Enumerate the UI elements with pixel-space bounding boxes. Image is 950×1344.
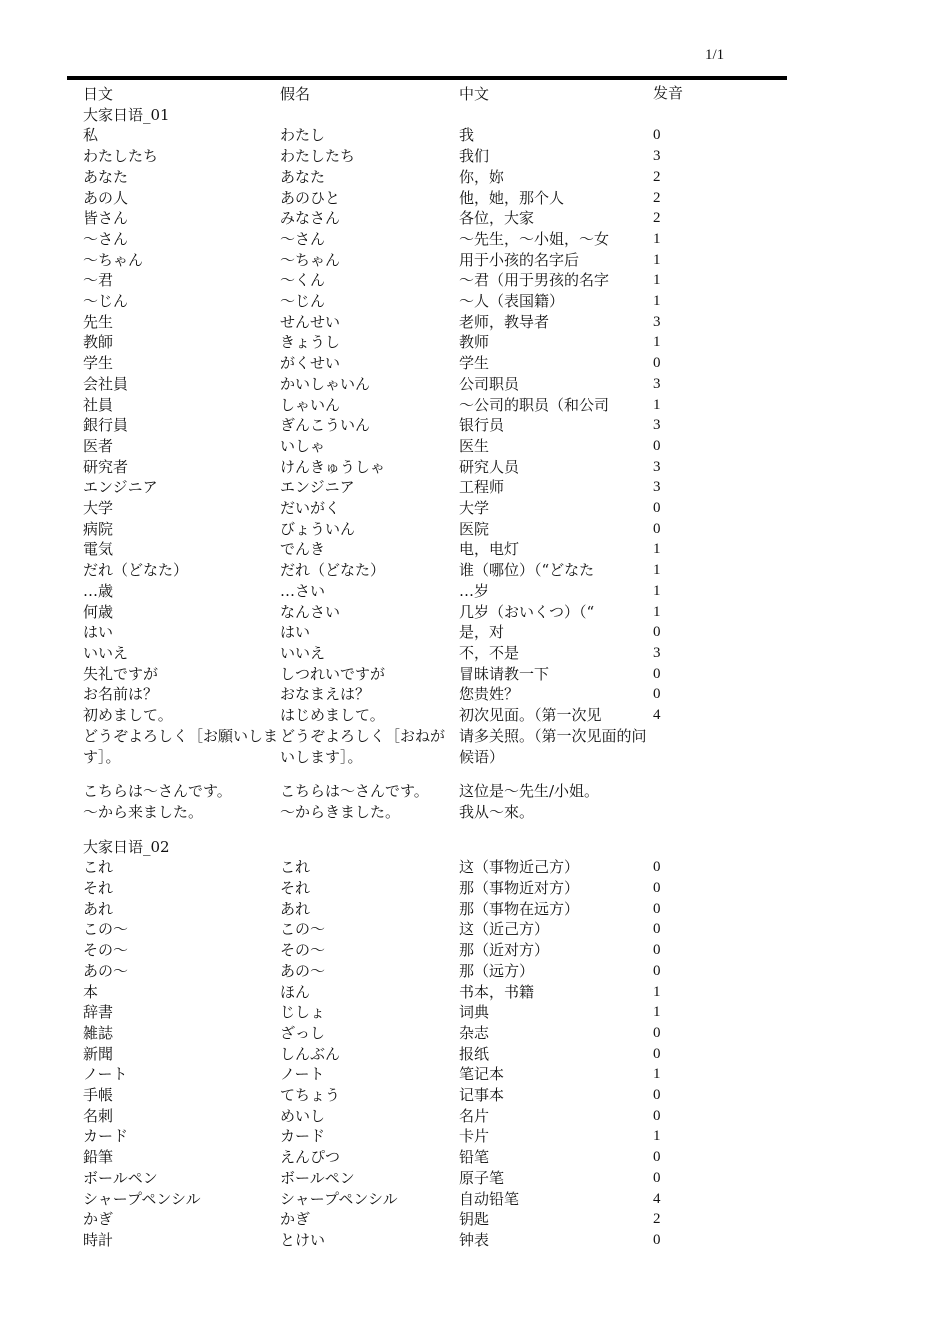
cell-pronunciation: 1	[653, 1004, 661, 1021]
cell-pronunciation: 0	[653, 355, 661, 372]
cell-chinese: 杂志	[459, 1023, 490, 1042]
cell-chinese: 铅笔	[459, 1148, 490, 1167]
cell-kana: だれ（どなた）	[280, 561, 386, 580]
cell-japanese: だれ（どなた）	[83, 561, 189, 580]
table-row	[83, 802, 703, 823]
cell-japanese: それ	[83, 879, 114, 898]
cell-pronunciation: 1	[653, 1128, 661, 1145]
cell-kana: ～からきました。	[280, 802, 401, 821]
section-title-row	[83, 105, 703, 126]
cell-kana: あのひと	[280, 188, 341, 207]
table-row	[83, 1044, 703, 1065]
cell-chinese: 书本，书籍	[459, 982, 535, 1001]
cell-chinese: ～公司的职员（和公司	[459, 395, 610, 414]
table-row	[83, 1064, 703, 1085]
cell-kana: きょうし	[280, 333, 341, 352]
cell-chinese: 学生	[459, 354, 490, 373]
cell-chinese: 研究人员	[459, 457, 520, 476]
cell-japanese: 初めまして。	[83, 706, 173, 725]
cell-pronunciation: 0	[653, 437, 661, 454]
cell-chinese: 银行员	[459, 416, 505, 435]
cell-pronunciation: 1	[653, 1066, 661, 1083]
table-row	[83, 519, 703, 540]
cell-japanese: あなた	[83, 167, 129, 186]
table-row	[83, 664, 703, 685]
cell-chinese: ～人（表国籍）	[459, 292, 565, 311]
table-row	[83, 415, 703, 436]
header-japanese: 日文	[83, 85, 114, 103]
cell-chinese: 几岁（おいくつ）（“	[459, 602, 595, 621]
cell-chinese: 钥匙	[459, 1210, 490, 1229]
cell-kana: だいがく	[280, 499, 341, 518]
cell-japanese: …歳	[83, 581, 114, 600]
table-row	[83, 1023, 703, 1044]
cell-kana: わたしたち	[280, 147, 356, 166]
cell-kana: かいしゃいん	[280, 374, 371, 393]
cell-kana: あなた	[280, 167, 326, 186]
cell-japanese: 何歳	[83, 602, 114, 621]
cell-pronunciation: 2	[653, 189, 661, 206]
section-title-row	[83, 837, 703, 858]
cell-japanese: ～じん	[83, 292, 129, 311]
table-row	[83, 684, 703, 705]
table-row	[83, 1106, 703, 1127]
cell-pronunciation: 1	[653, 396, 661, 413]
table-row	[83, 146, 703, 167]
cell-chinese: 医生	[459, 436, 490, 455]
cell-chinese: 卡片	[459, 1127, 490, 1146]
cell-japanese: 雑誌	[83, 1023, 114, 1042]
table-row	[83, 602, 703, 623]
section-title: 大家日语_02	[83, 837, 170, 856]
cell-japanese: 皆さん	[83, 209, 129, 228]
cell-kana: でんき	[280, 540, 326, 559]
cell-chinese: 你，妳	[459, 167, 505, 186]
cell-japanese: エンジニア	[83, 478, 158, 497]
cell-pronunciation: 0	[653, 900, 661, 917]
table-row	[83, 643, 703, 664]
cell-chinese: 这位是～先生/小姐。	[459, 782, 600, 801]
table-row	[83, 1085, 703, 1106]
cell-chinese: 报纸	[459, 1044, 490, 1063]
cell-japanese: 会社員	[83, 374, 129, 393]
cell-kana: とけい	[280, 1230, 326, 1249]
cell-kana: こちらは～さんです。	[280, 782, 429, 801]
cell-japanese: 名刺	[83, 1106, 114, 1125]
cell-kana: この～	[280, 920, 326, 939]
cell-kana: あの～	[280, 961, 326, 980]
cell-chinese: 我们	[459, 147, 490, 166]
cell-chinese: 医院	[459, 519, 490, 538]
table-row	[83, 1147, 703, 1168]
cell-chinese: 那（事物在远方）	[459, 899, 580, 918]
cell-chinese: 这（事物近己方）	[459, 858, 580, 877]
cell-chinese: 您贵姓？	[459, 685, 520, 704]
cell-japanese: 学生	[83, 354, 114, 373]
cell-chinese: 大学	[459, 499, 490, 518]
cell-pronunciation: 0	[653, 1024, 661, 1041]
table-row	[83, 167, 703, 188]
table-row	[83, 857, 703, 878]
cell-chinese: 那（近对方）	[459, 941, 550, 960]
cell-pronunciation: 3	[653, 417, 661, 434]
cell-kana: けんきゅうしゃ	[280, 457, 386, 476]
table-row	[83, 125, 703, 146]
cell-chinese: 那（事物近对方）	[459, 879, 580, 898]
cell-chinese: 自动铅笔	[459, 1189, 520, 1208]
cell-kana: じしょ	[280, 1003, 326, 1022]
cell-japanese: ～ちゃん	[83, 250, 144, 269]
cell-chinese: 不，不是	[459, 643, 520, 662]
cell-japanese: 私	[83, 126, 99, 145]
cell-pronunciation: 0	[653, 127, 661, 144]
section-title: 大家日语_01	[83, 105, 170, 124]
cell-pronunciation: 3	[653, 458, 661, 475]
cell-kana: ほん	[280, 982, 311, 1001]
cell-chinese: ～先生，～小姐，～女	[459, 229, 610, 248]
cell-pronunciation: 0	[653, 520, 661, 537]
cell-kana: それ	[280, 879, 311, 898]
cell-kana: どうぞよろしく［おねがいします］。	[280, 726, 446, 766]
cell-pronunciation: 0	[653, 1169, 661, 1186]
cell-chinese: ～君（用于男孩的名字	[459, 271, 610, 290]
cell-japanese: 教師	[83, 333, 114, 352]
cell-japanese: ノート	[83, 1065, 128, 1084]
table-row	[83, 705, 703, 726]
cell-pronunciation: 1	[653, 983, 661, 1000]
cell-pronunciation: 1	[653, 230, 661, 247]
cell-japanese: 失礼ですが	[83, 664, 159, 683]
cell-pronunciation: 2	[653, 210, 661, 227]
cell-chinese: …岁	[459, 581, 490, 600]
table-row	[83, 312, 703, 333]
cell-pronunciation: 0	[653, 880, 661, 897]
cell-kana: その～	[280, 941, 326, 960]
table-row	[83, 477, 703, 498]
cell-japanese: はい	[83, 623, 114, 642]
cell-pronunciation: 0	[653, 1231, 661, 1248]
cell-pronunciation: 0	[653, 1107, 661, 1124]
header-chinese: 中文	[459, 85, 490, 103]
cell-japanese: 新聞	[83, 1044, 114, 1063]
cell-japanese: お名前は？	[83, 685, 159, 704]
cell-japanese: ボールペン	[83, 1168, 158, 1187]
cell-chinese: 冒昧请教一下	[459, 664, 550, 683]
table-row	[83, 1168, 703, 1189]
cell-pronunciation: 3	[653, 479, 661, 496]
table-row	[83, 353, 703, 374]
table-row	[83, 188, 703, 209]
cell-kana: みなさん	[280, 209, 341, 228]
cell-chinese: 笔记本	[459, 1065, 505, 1084]
table-row	[83, 332, 703, 353]
cell-chinese: 钟表	[459, 1230, 490, 1249]
cell-pronunciation: 0	[653, 942, 661, 959]
cell-pronunciation: 0	[653, 1087, 661, 1104]
cell-kana: エンジニア	[280, 478, 355, 497]
cell-pronunciation: 2	[653, 168, 661, 185]
cell-pronunciation: 4	[653, 707, 661, 724]
cell-kana: ～さん	[280, 229, 326, 248]
cell-japanese: 病院	[83, 519, 114, 538]
cell-kana: ざっし	[280, 1023, 326, 1042]
cell-chinese: 原子笔	[459, 1168, 505, 1187]
cell-japanese: 手帳	[83, 1086, 114, 1105]
cell-kana: おなまえは？	[280, 685, 371, 704]
cell-japanese: 先生	[83, 312, 114, 331]
cell-chinese: 这（近己方）	[459, 920, 550, 939]
cell-kana: なんさい	[280, 602, 341, 621]
cell-japanese: 医者	[83, 436, 114, 455]
cell-pronunciation: 3	[653, 644, 661, 661]
cell-japanese: シャープペンシル	[83, 1189, 201, 1208]
table-row	[83, 726, 703, 767]
cell-kana: てちょう	[280, 1086, 341, 1105]
cell-chinese: 我	[459, 126, 475, 145]
cell-kana: ～ちゃん	[280, 250, 341, 269]
cell-kana: あれ	[280, 899, 311, 918]
table-row	[83, 560, 703, 581]
cell-kana: めいし	[280, 1106, 326, 1125]
cell-chinese: 谁（哪位）（“どなた	[459, 561, 595, 580]
cell-pronunciation: 0	[653, 962, 661, 979]
cell-kana: えんぴつ	[280, 1148, 341, 1167]
header-pronunciation: 发音	[653, 86, 684, 102]
cell-pronunciation: 0	[653, 1149, 661, 1166]
cell-chinese: 记事本	[459, 1086, 505, 1105]
header-rule	[67, 76, 787, 80]
cell-pronunciation: 1	[653, 541, 661, 558]
cell-pronunciation: 0	[653, 665, 661, 682]
cell-japanese: これ	[83, 858, 114, 877]
cell-kana: びょういん	[280, 519, 356, 538]
table-row	[83, 1126, 703, 1147]
cell-kana: はい	[280, 623, 311, 642]
cell-kana: ノート	[280, 1065, 325, 1084]
cell-pronunciation: 1	[653, 582, 661, 599]
table-row	[83, 229, 703, 250]
cell-pronunciation: 0	[653, 859, 661, 876]
cell-pronunciation: 3	[653, 148, 661, 165]
cell-kana: せんせい	[280, 312, 341, 331]
cell-pronunciation: 0	[653, 1045, 661, 1062]
cell-pronunciation: 1	[653, 251, 661, 268]
cell-japanese: 銀行員	[83, 416, 129, 435]
table-row	[83, 250, 703, 271]
table-row	[83, 498, 703, 519]
cell-japanese: いいえ	[83, 643, 129, 662]
cell-kana: シャープペンシル	[280, 1189, 398, 1208]
table-row	[83, 539, 703, 560]
cell-chinese: 他，她，那个人	[459, 188, 565, 207]
cell-chinese: 初次见面。（第一次见	[459, 706, 602, 725]
cell-pronunciation: 1	[653, 293, 661, 310]
cell-japanese: その～	[83, 941, 129, 960]
table-row	[83, 1189, 703, 1210]
cell-japanese: ～から来ました。	[83, 802, 204, 821]
table-row	[83, 622, 703, 643]
table-row	[83, 581, 703, 602]
cell-japanese: 時計	[83, 1230, 114, 1249]
cell-japanese: 本	[83, 982, 99, 1001]
table-row	[83, 374, 703, 395]
cell-japanese: 鉛筆	[83, 1148, 114, 1167]
cell-japanese: どうぞよろしく［お願いします］。	[83, 726, 279, 766]
cell-chinese: 请多关照。（第一次见面的问候语）	[459, 726, 647, 766]
cell-kana: かぎ	[280, 1210, 311, 1229]
cell-kana: これ	[280, 858, 311, 877]
table-row	[83, 1002, 703, 1023]
cell-kana: しんぶん	[280, 1044, 341, 1063]
cell-kana: いしゃ	[280, 436, 326, 455]
cell-pronunciation: 0	[653, 500, 661, 517]
cell-japanese: わたしたち	[83, 147, 159, 166]
cell-kana: がくせい	[280, 354, 341, 373]
table-row	[83, 457, 703, 478]
cell-japanese: この～	[83, 920, 129, 939]
cell-kana: はじめまして。	[280, 706, 385, 725]
table-row	[83, 270, 703, 291]
table-row	[83, 961, 703, 982]
cell-chinese: 公司职员	[459, 374, 520, 393]
table-row	[83, 291, 703, 312]
table-row	[83, 1230, 703, 1251]
cell-chinese: 那（远方）	[459, 961, 535, 980]
cell-japanese: あれ	[83, 899, 114, 918]
table-row	[83, 899, 703, 920]
cell-japanese: 社員	[83, 395, 114, 414]
cell-kana: ～じん	[280, 292, 326, 311]
table-row	[83, 940, 703, 961]
cell-pronunciation: 1	[653, 334, 661, 351]
table-row	[83, 395, 703, 416]
cell-pronunciation: 1	[653, 272, 661, 289]
cell-chinese: 是，对	[459, 623, 505, 642]
cell-chinese: 工程师	[459, 478, 505, 497]
cell-chinese: 名片	[459, 1106, 490, 1125]
cell-japanese: ～さん	[83, 229, 129, 248]
section-list	[83, 105, 703, 1251]
table-row	[83, 436, 703, 457]
page-number: 1/1	[705, 47, 725, 63]
cell-pronunciation: 1	[653, 603, 661, 620]
cell-chinese: 电，电灯	[459, 540, 520, 559]
table-row	[83, 919, 703, 940]
cell-japanese: あの人	[83, 188, 129, 207]
table-row	[83, 208, 703, 229]
cell-japanese: かぎ	[83, 1210, 114, 1229]
cell-chinese: 用于小孩的名字后	[459, 250, 580, 269]
cell-pronunciation: 3	[653, 375, 661, 392]
cell-chinese: 教师	[459, 333, 490, 352]
cell-japanese: 大学	[83, 499, 114, 518]
cell-kana: しゃいん	[280, 395, 341, 414]
cell-kana: …さい	[280, 581, 326, 600]
table-row	[83, 1209, 703, 1230]
vocabulary-table	[83, 84, 703, 1251]
cell-pronunciation: 0	[653, 686, 661, 703]
table-row	[83, 878, 703, 899]
cell-kana: カード	[280, 1127, 326, 1146]
cell-kana: わたし	[280, 126, 326, 145]
cell-chinese: 老师，教导者	[459, 312, 550, 331]
cell-japanese: ～君	[83, 271, 114, 290]
cell-chinese: 我从～來。	[459, 802, 535, 821]
cell-kana: いいえ	[280, 643, 326, 662]
cell-japanese: あの～	[83, 961, 129, 980]
cell-japanese: 辞書	[83, 1003, 114, 1022]
cell-pronunciation: 0	[653, 624, 661, 641]
cell-pronunciation: 3	[653, 313, 661, 330]
table-row	[83, 781, 703, 802]
header-row	[83, 84, 703, 105]
cell-pronunciation: 2	[653, 1211, 661, 1228]
cell-japanese: こちらは～さんです。	[83, 782, 232, 801]
cell-pronunciation: 1	[653, 562, 661, 579]
cell-chinese: 词典	[459, 1003, 490, 1022]
cell-pronunciation: 4	[653, 1190, 661, 1207]
cell-japanese: カード	[83, 1127, 129, 1146]
cell-japanese: 研究者	[83, 457, 129, 476]
cell-kana: ボールペン	[280, 1168, 355, 1187]
cell-chinese: 各位，大家	[459, 209, 535, 228]
cell-pronunciation: 0	[653, 921, 661, 938]
cell-japanese: 電気	[83, 540, 114, 559]
cell-kana: しつれいですが	[280, 664, 386, 683]
header-kana: 假名	[280, 85, 311, 103]
table-row	[83, 982, 703, 1003]
cell-kana: ～くん	[280, 271, 326, 290]
cell-kana: ぎんこういん	[280, 416, 371, 435]
